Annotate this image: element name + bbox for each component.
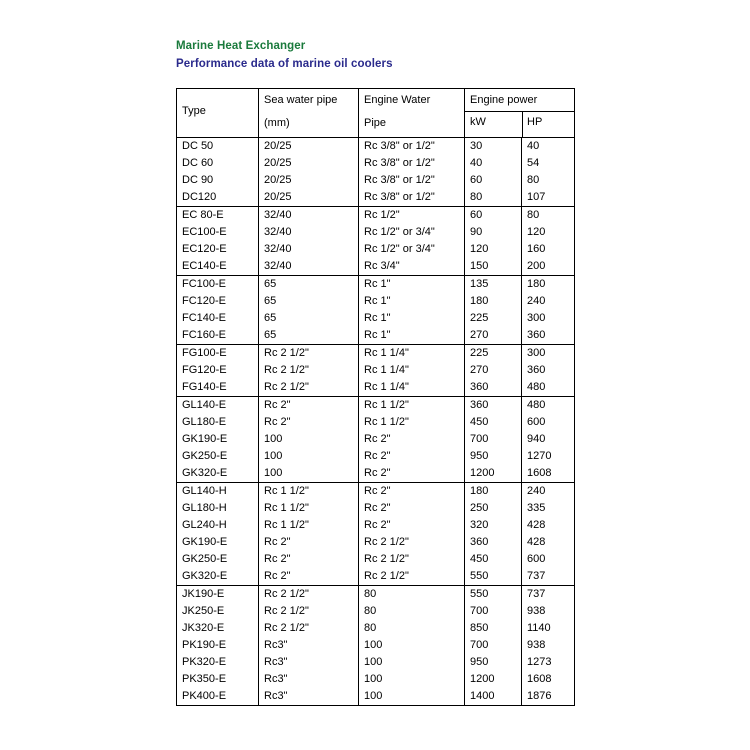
cell-type: PK320-E	[177, 654, 259, 671]
cell-power-hp: 938	[522, 637, 575, 654]
column-header-engine-water-pipe: Pipe	[364, 117, 387, 129]
table-row	[177, 362, 575, 379]
table-row	[177, 568, 575, 586]
table-row	[177, 534, 575, 551]
cell-sea-water-pipe: 32/40	[259, 224, 359, 241]
cell-sea-water-pipe: Rc 2"	[259, 534, 359, 551]
cell-power-hp: 1608	[522, 465, 575, 483]
cell-power-kw: 250	[465, 500, 522, 517]
cell-sea-water-pipe: Rc 1 1/2"	[259, 483, 359, 501]
table-row	[177, 293, 575, 310]
cell-sea-water-pipe: 65	[259, 327, 359, 345]
cell-power-hp: 737	[522, 568, 575, 586]
cell-power-kw: 135	[465, 276, 522, 294]
table-row	[177, 603, 575, 620]
cell-power-kw: 270	[465, 327, 522, 345]
cell-engine-water-pipe: 100	[359, 654, 465, 671]
cell-engine-water-pipe: Rc 1"	[359, 310, 465, 327]
table-row	[177, 241, 575, 258]
cell-power-hp: 200	[522, 258, 575, 276]
table-row	[177, 414, 575, 431]
cell-power-hp: 360	[522, 327, 575, 345]
cell-sea-water-pipe: 100	[259, 431, 359, 448]
table-row	[177, 688, 575, 706]
cell-type: JK320-E	[177, 620, 259, 637]
cell-engine-water-pipe: Rc 1/2"	[359, 207, 465, 225]
table-row	[177, 586, 575, 604]
cell-power-kw: 80	[465, 189, 522, 207]
cell-power-hp: 1608	[522, 671, 575, 688]
cell-type: GL240-H	[177, 517, 259, 534]
cell-power-hp: 428	[522, 534, 575, 551]
cell-sea-water-pipe: 20/25	[259, 138, 359, 156]
cell-power-hp: 1140	[522, 620, 575, 637]
cell-engine-water-pipe: Rc 2 1/2"	[359, 568, 465, 586]
cell-power-kw: 60	[465, 172, 522, 189]
cell-type: GK320-E	[177, 465, 259, 483]
cell-power-kw: 120	[465, 241, 522, 258]
cell-sea-water-pipe: Rc 2"	[259, 551, 359, 568]
cell-type: EC 80-E	[177, 207, 259, 225]
cell-power-hp: 335	[522, 500, 575, 517]
table-row	[177, 155, 575, 172]
cell-type: EC100-E	[177, 224, 259, 241]
cell-type: FC120-E	[177, 293, 259, 310]
cell-type: FC160-E	[177, 327, 259, 345]
cell-power-hp: 240	[522, 293, 575, 310]
cell-sea-water-pipe: Rc 1 1/2"	[259, 517, 359, 534]
column-header-engine-water	[359, 89, 465, 138]
column-header-engine-water-label: Engine Water	[364, 94, 431, 106]
cell-power-hp: 360	[522, 362, 575, 379]
table-row	[177, 327, 575, 345]
cell-type: GK320-E	[177, 568, 259, 586]
table-row	[177, 224, 575, 241]
cell-sea-water-pipe: Rc 1 1/2"	[259, 500, 359, 517]
cell-power-hp: 107	[522, 189, 575, 207]
cell-power-hp: 600	[522, 414, 575, 431]
cell-power-kw: 150	[465, 258, 522, 276]
cell-engine-water-pipe: 80	[359, 603, 465, 620]
table-row	[177, 207, 575, 225]
cell-engine-water-pipe: Rc 1 1/4"	[359, 345, 465, 363]
cell-power-hp: 938	[522, 603, 575, 620]
table-row	[177, 654, 575, 671]
column-header-sea-water-pipe-unit: (mm)	[264, 117, 290, 129]
cell-engine-water-pipe: 100	[359, 637, 465, 654]
table-row	[177, 465, 575, 483]
cell-type: GK250-E	[177, 448, 259, 465]
cell-power-kw: 40	[465, 155, 522, 172]
cell-type: DC 50	[177, 138, 259, 156]
cell-engine-water-pipe: Rc 2"	[359, 483, 465, 501]
cell-engine-water-pipe: Rc 3/8" or 1/2"	[359, 189, 465, 207]
cell-sea-water-pipe: Rc3"	[259, 654, 359, 671]
cell-power-hp: 480	[522, 379, 575, 397]
table-header-row	[177, 89, 575, 138]
cell-sea-water-pipe: 100	[259, 465, 359, 483]
cell-type: FG140-E	[177, 379, 259, 397]
cell-power-kw: 1400	[465, 688, 522, 706]
table-row	[177, 310, 575, 327]
cell-power-hp: 300	[522, 345, 575, 363]
cell-sea-water-pipe: Rc 2 1/2"	[259, 620, 359, 637]
cell-type: EC120-E	[177, 241, 259, 258]
cell-sea-water-pipe: Rc 2"	[259, 397, 359, 415]
cell-sea-water-pipe: Rc 2 1/2"	[259, 379, 359, 397]
cell-power-hp: 300	[522, 310, 575, 327]
cell-power-kw: 550	[465, 586, 522, 604]
cell-type: JK250-E	[177, 603, 259, 620]
cell-type: FC100-E	[177, 276, 259, 294]
column-header-type	[177, 89, 259, 138]
cell-power-hp: 54	[522, 155, 575, 172]
cell-type: GK190-E	[177, 431, 259, 448]
cell-sea-water-pipe: Rc 2 1/2"	[259, 586, 359, 604]
cell-power-kw: 360	[465, 534, 522, 551]
column-header-sea-water-pipe-label: Sea water pipe	[264, 94, 338, 106]
cell-type: PK400-E	[177, 688, 259, 706]
cell-type: GL140-E	[177, 397, 259, 415]
document-titles	[176, 38, 393, 72]
cell-type: GK190-E	[177, 534, 259, 551]
cell-power-kw: 550	[465, 568, 522, 586]
table-row	[177, 379, 575, 397]
cell-power-kw: 1200	[465, 465, 522, 483]
table-row	[177, 138, 575, 156]
cell-power-kw: 30	[465, 138, 522, 156]
cell-power-kw: 60	[465, 207, 522, 225]
cell-sea-water-pipe: 32/40	[259, 207, 359, 225]
cell-engine-water-pipe: Rc 1/2" or 3/4"	[359, 224, 465, 241]
page-subtitle: Performance data of marine oil coolers	[176, 58, 393, 70]
cell-power-hp: 80	[522, 172, 575, 189]
cell-sea-water-pipe: Rc 2 1/2"	[259, 345, 359, 363]
cell-engine-water-pipe: 80	[359, 620, 465, 637]
cell-power-kw: 450	[465, 414, 522, 431]
column-header-sea-water-pipe	[259, 89, 359, 138]
cell-power-kw: 180	[465, 293, 522, 310]
cell-engine-water-pipe: Rc 3/8" or 1/2"	[359, 155, 465, 172]
cell-sea-water-pipe: 100	[259, 448, 359, 465]
cell-engine-water-pipe: Rc 1 1/2"	[359, 397, 465, 415]
table-row	[177, 258, 575, 276]
cell-power-kw: 950	[465, 654, 522, 671]
cell-power-kw: 360	[465, 397, 522, 415]
cell-power-kw: 180	[465, 483, 522, 501]
cell-type: JK190-E	[177, 586, 259, 604]
cell-engine-water-pipe: Rc 2"	[359, 500, 465, 517]
cell-power-hp: 940	[522, 431, 575, 448]
cell-sea-water-pipe: Rc3"	[259, 671, 359, 688]
cell-engine-water-pipe: Rc 1 1/4"	[359, 362, 465, 379]
cell-sea-water-pipe: 65	[259, 293, 359, 310]
cell-power-hp: 1270	[522, 448, 575, 465]
cell-engine-water-pipe: 80	[359, 586, 465, 604]
cell-power-hp: 737	[522, 586, 575, 604]
table-row	[177, 637, 575, 654]
table-row	[177, 276, 575, 294]
cell-power-kw: 700	[465, 603, 522, 620]
table-row	[177, 397, 575, 415]
table-row	[177, 500, 575, 517]
cell-sea-water-pipe: Rc 2"	[259, 568, 359, 586]
cell-type: PK190-E	[177, 637, 259, 654]
cell-type: EC140-E	[177, 258, 259, 276]
cell-type: FG100-E	[177, 345, 259, 363]
table-row	[177, 448, 575, 465]
cell-power-kw: 90	[465, 224, 522, 241]
cell-power-kw: 850	[465, 620, 522, 637]
cell-type: FC140-E	[177, 310, 259, 327]
performance-data-table	[176, 88, 575, 706]
cell-sea-water-pipe: Rc3"	[259, 637, 359, 654]
cell-power-hp: 40	[522, 138, 575, 156]
cell-engine-water-pipe: Rc 1"	[359, 293, 465, 310]
column-header-kw-label: kW	[470, 116, 486, 128]
cell-sea-water-pipe: Rc 2"	[259, 414, 359, 431]
cell-power-hp: 180	[522, 276, 575, 294]
cell-type: GK250-E	[177, 551, 259, 568]
cell-sea-water-pipe: Rc 2 1/2"	[259, 603, 359, 620]
cell-power-kw: 320	[465, 517, 522, 534]
column-header-engine-power-label: Engine power	[470, 94, 538, 106]
cell-power-hp: 160	[522, 241, 575, 258]
cell-sea-water-pipe: Rc 2 1/2"	[259, 362, 359, 379]
column-header-hp	[522, 111, 575, 138]
table-body	[177, 138, 575, 706]
cell-power-hp: 120	[522, 224, 575, 241]
cell-power-hp: 240	[522, 483, 575, 501]
cell-engine-water-pipe: Rc 3/4"	[359, 258, 465, 276]
table-row	[177, 483, 575, 501]
table-row	[177, 551, 575, 568]
cell-power-kw: 700	[465, 637, 522, 654]
cell-power-kw: 1200	[465, 671, 522, 688]
cell-power-hp: 600	[522, 551, 575, 568]
column-header-hp-label: HP	[527, 116, 543, 128]
cell-power-kw: 270	[465, 362, 522, 379]
cell-sea-water-pipe: Rc3"	[259, 688, 359, 706]
cell-power-hp: 1876	[522, 688, 575, 706]
cell-sea-water-pipe: 20/25	[259, 189, 359, 207]
cell-sea-water-pipe: 32/40	[259, 258, 359, 276]
cell-sea-water-pipe: 32/40	[259, 241, 359, 258]
cell-engine-water-pipe: Rc 2"	[359, 517, 465, 534]
cell-power-kw: 360	[465, 379, 522, 397]
cell-power-hp: 80	[522, 207, 575, 225]
cell-engine-water-pipe: Rc 1/2" or 3/4"	[359, 241, 465, 258]
cell-engine-water-pipe: Rc 2 1/2"	[359, 534, 465, 551]
column-header-type-label: Type	[182, 105, 206, 117]
cell-type: DC120	[177, 189, 259, 207]
table-row	[177, 517, 575, 534]
cell-engine-water-pipe: Rc 2"	[359, 465, 465, 483]
cell-type: PK350-E	[177, 671, 259, 688]
cell-engine-water-pipe: Rc 3/8" or 1/2"	[359, 138, 465, 156]
cell-type: GL180-H	[177, 500, 259, 517]
cell-power-kw: 225	[465, 310, 522, 327]
column-header-kw	[465, 111, 523, 138]
table-header	[177, 89, 575, 138]
cell-sea-water-pipe: 20/25	[259, 155, 359, 172]
cell-type: FG120-E	[177, 362, 259, 379]
cell-engine-water-pipe: Rc 1"	[359, 276, 465, 294]
cell-power-hp: 428	[522, 517, 575, 534]
cell-power-hp: 480	[522, 397, 575, 415]
cell-engine-water-pipe: Rc 2 1/2"	[359, 551, 465, 568]
cell-sea-water-pipe: 65	[259, 310, 359, 327]
table-row	[177, 671, 575, 688]
cell-type: GL140-H	[177, 483, 259, 501]
cell-type: DC 60	[177, 155, 259, 172]
cell-engine-water-pipe: 100	[359, 671, 465, 688]
cell-type: GL180-E	[177, 414, 259, 431]
page-title: Marine Heat Exchanger	[176, 40, 306, 52]
cell-sea-water-pipe: 65	[259, 276, 359, 294]
cell-power-kw: 450	[465, 551, 522, 568]
cell-power-kw: 950	[465, 448, 522, 465]
cell-engine-water-pipe: Rc 2"	[359, 448, 465, 465]
column-header-engine-power	[465, 89, 574, 137]
cell-engine-water-pipe: 100	[359, 688, 465, 706]
table-row	[177, 345, 575, 363]
cell-sea-water-pipe: 20/25	[259, 172, 359, 189]
table-row	[177, 189, 575, 207]
cell-engine-water-pipe: Rc 3/8" or 1/2"	[359, 172, 465, 189]
table-row	[177, 431, 575, 448]
cell-power-hp: 1273	[522, 654, 575, 671]
cell-type: DC 90	[177, 172, 259, 189]
cell-power-kw: 225	[465, 345, 522, 363]
cell-engine-water-pipe: Rc 1 1/4"	[359, 379, 465, 397]
cell-engine-water-pipe: Rc 1 1/2"	[359, 414, 465, 431]
table-row	[177, 620, 575, 637]
table-row	[177, 172, 575, 189]
cell-engine-water-pipe: Rc 1"	[359, 327, 465, 345]
cell-power-kw: 700	[465, 431, 522, 448]
cell-engine-water-pipe: Rc 2"	[359, 431, 465, 448]
